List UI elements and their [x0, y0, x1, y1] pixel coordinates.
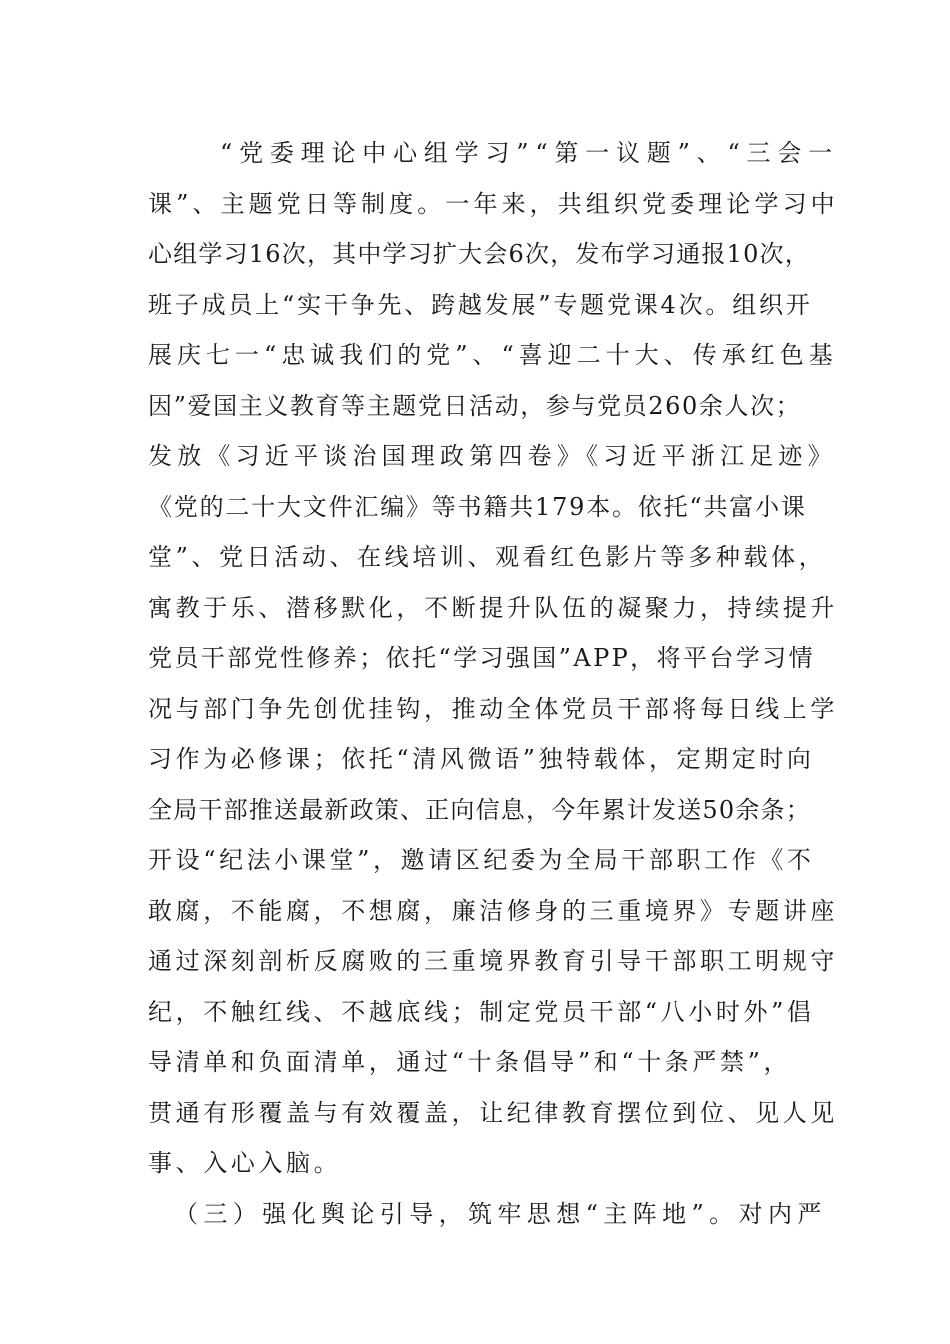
text-line: 班子成员上“实干争先、跨越发展”专题党课4次。组织开 [148, 290, 813, 319]
text-line: 事、入心入脑。 [148, 1149, 342, 1178]
text-line: 因”爱国主义教育等主题党日活动，参与党员260余人次； [148, 391, 802, 420]
text-line: 堂”、党日活动、在线培训、观看红色影片等多种载体， [148, 543, 827, 572]
text-line: 通过深刻剖析反腐败的三重境界教育引导干部职工明规守 [148, 947, 838, 976]
text-line: 敢腐，不能腐，不想腐，廉洁修身的三重境界》专题讲座 [148, 896, 838, 925]
text-line: 贯通有形覆盖与有效覆盖，让纪律教育摆位到位、见人见 [148, 1098, 838, 1127]
text-line: 况与部门争先创优挂钩，推动全体党员干部将每日线上学 [148, 694, 838, 723]
text-line: 寓教于乐、潜移默化，不断提升队伍的凝聚力，持续提升 [148, 593, 838, 622]
section-heading-line: （三）强化舆论引导，筑牢思想“主阵地”。对内严 [174, 1199, 827, 1228]
text-line: 全局干部推送最新政策、正向信息，今年累计发送50余条； [148, 795, 811, 824]
text-line: 党员干部党性修养；依托“学习强国”APP，将平台学习情 [148, 644, 815, 673]
text-line: “党委理论中心组学习”“第一议题”、“三会一 [220, 139, 839, 168]
text-line: 发放《习近平谈治国理政第四卷》《习近平浙江足迹》 [148, 442, 837, 471]
text-line: 开设“纪法小课堂”，邀请区纪委为全局干部职工作《不 [148, 846, 815, 875]
text-line: 纪，不触红线、不越底线；制定党员干部“八小时外”倡 [148, 997, 815, 1026]
text-line: 习作为必修课；依托“清风微语”独特载体，定期定时向 [148, 745, 815, 774]
text-line: 展庆七一“忠诚我们的党”、“喜迎二十大、传承红色基 [148, 341, 838, 370]
text-line: 《党的二十大文件汇编》等书籍共179本。依托“共富小课 [148, 492, 807, 521]
text-line: 课”、主题党日等制度。一年来，共组织党委理论学习中 [148, 189, 839, 218]
body-text [148, 128, 838, 1239]
text-line: 导清单和负面清单，通过“十条倡导”和“十条严禁”， [148, 1048, 792, 1077]
text-line: 心组学习16次，其中学习扩大会6次，发布学习通报10次， [148, 240, 810, 269]
